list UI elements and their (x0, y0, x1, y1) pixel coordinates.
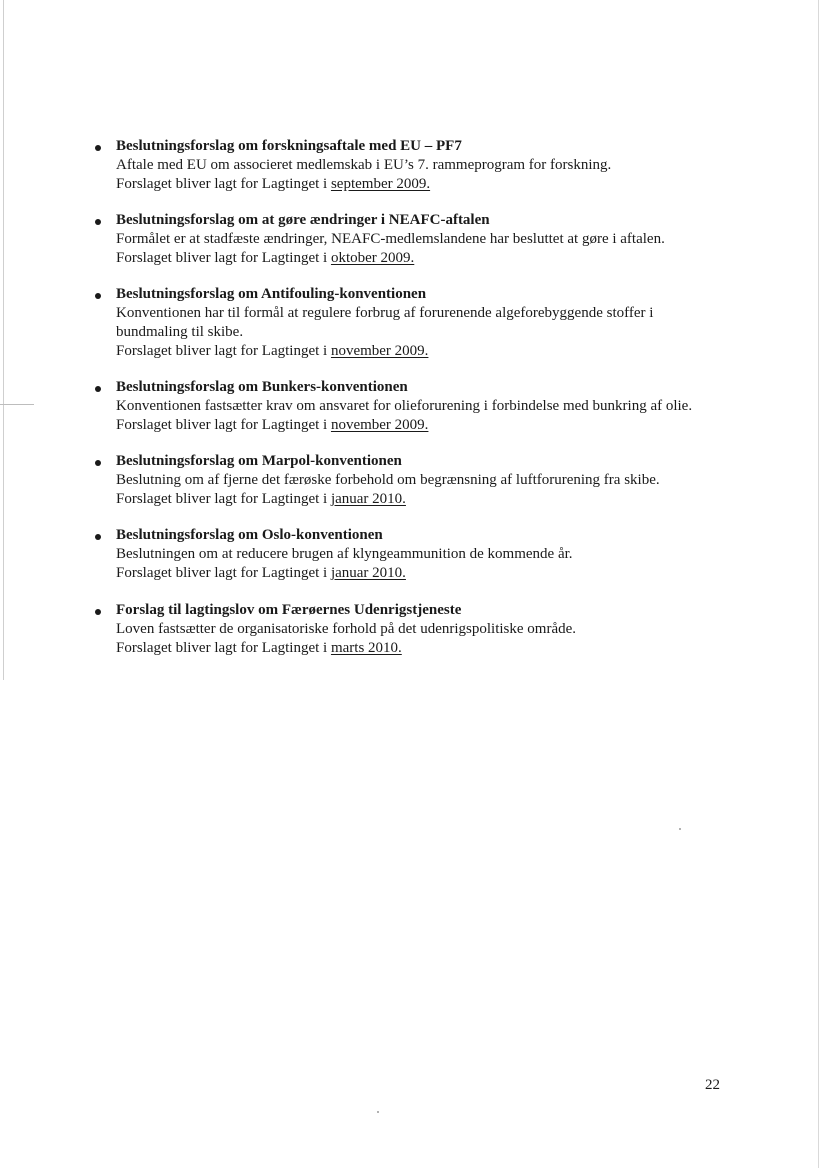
item-schedule (116, 175, 430, 194)
schedule-prefix: Forslaget bliver lagt for Lagtinget i (116, 250, 331, 266)
schedule-date: oktober 2009. (330, 250, 415, 266)
item-schedule (116, 249, 414, 268)
bullet-point (95, 386, 101, 392)
item-heading: Beslutningsforslag om at gøre ændringer i NEAFC-aftalen (116, 212, 490, 228)
item-heading: Forslag til lagtingslov om Færøernes Udenrigstjeneste (116, 602, 462, 618)
item-description: Beslutningen om at reducere brugen af klyngeammunition de kommende år. (116, 546, 573, 562)
item-description: Aftale med EU om associeret medlemskab i EU’s 7. rammeprogram for forskning. (116, 157, 612, 173)
scan-edge-right (818, 0, 819, 1168)
scan-speck (679, 828, 681, 830)
item-schedule (116, 639, 402, 658)
schedule-date: november 2009. (330, 343, 429, 359)
item-description: Konventionen har til formål at regulere forbrug af forurenende algeforebyggende stoffer i (116, 305, 654, 321)
bullet-point (95, 219, 101, 225)
item-heading: Beslutningsforslag om Bunkers-konventionen (116, 379, 408, 395)
schedule-prefix: Forslaget bliver lagt for Lagtinget i (116, 640, 331, 656)
item-description: bundmaling til skibe. (116, 324, 244, 340)
item-description: Beslutning om af fjerne det færøske forbehold om begrænsning af luftforurening fra skibe. (116, 472, 660, 488)
schedule-date: september 2009. (330, 176, 431, 192)
bullet-point (95, 534, 101, 540)
schedule-prefix: Forslaget bliver lagt for Lagtinget i (116, 417, 331, 433)
bullet-point (95, 460, 101, 466)
item-description: Konventionen fastsætter krav om ansvaret for olieforurening i forbindelse med bunkring af olie. (116, 398, 693, 414)
item-schedule (116, 564, 406, 583)
schedule-date: marts 2010. (330, 640, 402, 656)
scan-mark-left (0, 404, 34, 405)
item-heading: Beslutningsforslag om Oslo-konventionen (116, 527, 383, 543)
schedule-prefix: Forslaget bliver lagt for Lagtinget i (116, 565, 331, 581)
item-heading: Beslutningsforslag om forskningsaftale med EU – PF7 (116, 138, 462, 154)
bullet-point (95, 293, 101, 299)
item-description: Formålet er at stadfæste ændringer, NEAFC-medlemslandene har besluttet at gøre i aftalen. (116, 231, 665, 247)
page-number: 22 (705, 1077, 720, 1093)
item-heading: Beslutningsforslag om Marpol-konventionen (116, 453, 402, 469)
item-description: Loven fastsætter de organisatoriske forhold på det udenrigspolitiske område. (116, 621, 577, 637)
item-schedule (116, 342, 428, 361)
schedule-date: januar 2010. (330, 491, 406, 507)
schedule-prefix: Forslaget bliver lagt for Lagtinget i (116, 491, 331, 507)
schedule-prefix: Forslaget bliver lagt for Lagtinget i (116, 176, 331, 192)
schedule-date: november 2009. (330, 417, 429, 433)
item-schedule (116, 490, 406, 509)
schedule-prefix: Forslaget bliver lagt for Lagtinget i (116, 343, 331, 359)
bullet-point (95, 145, 101, 151)
item-heading: Beslutningsforslag om Antifouling-konventionen (116, 286, 427, 302)
scan-edge-left (3, 0, 4, 680)
bullet-point (95, 609, 101, 615)
scan-speck (377, 1111, 379, 1113)
schedule-date: januar 2010. (330, 565, 406, 581)
item-schedule (116, 416, 428, 435)
